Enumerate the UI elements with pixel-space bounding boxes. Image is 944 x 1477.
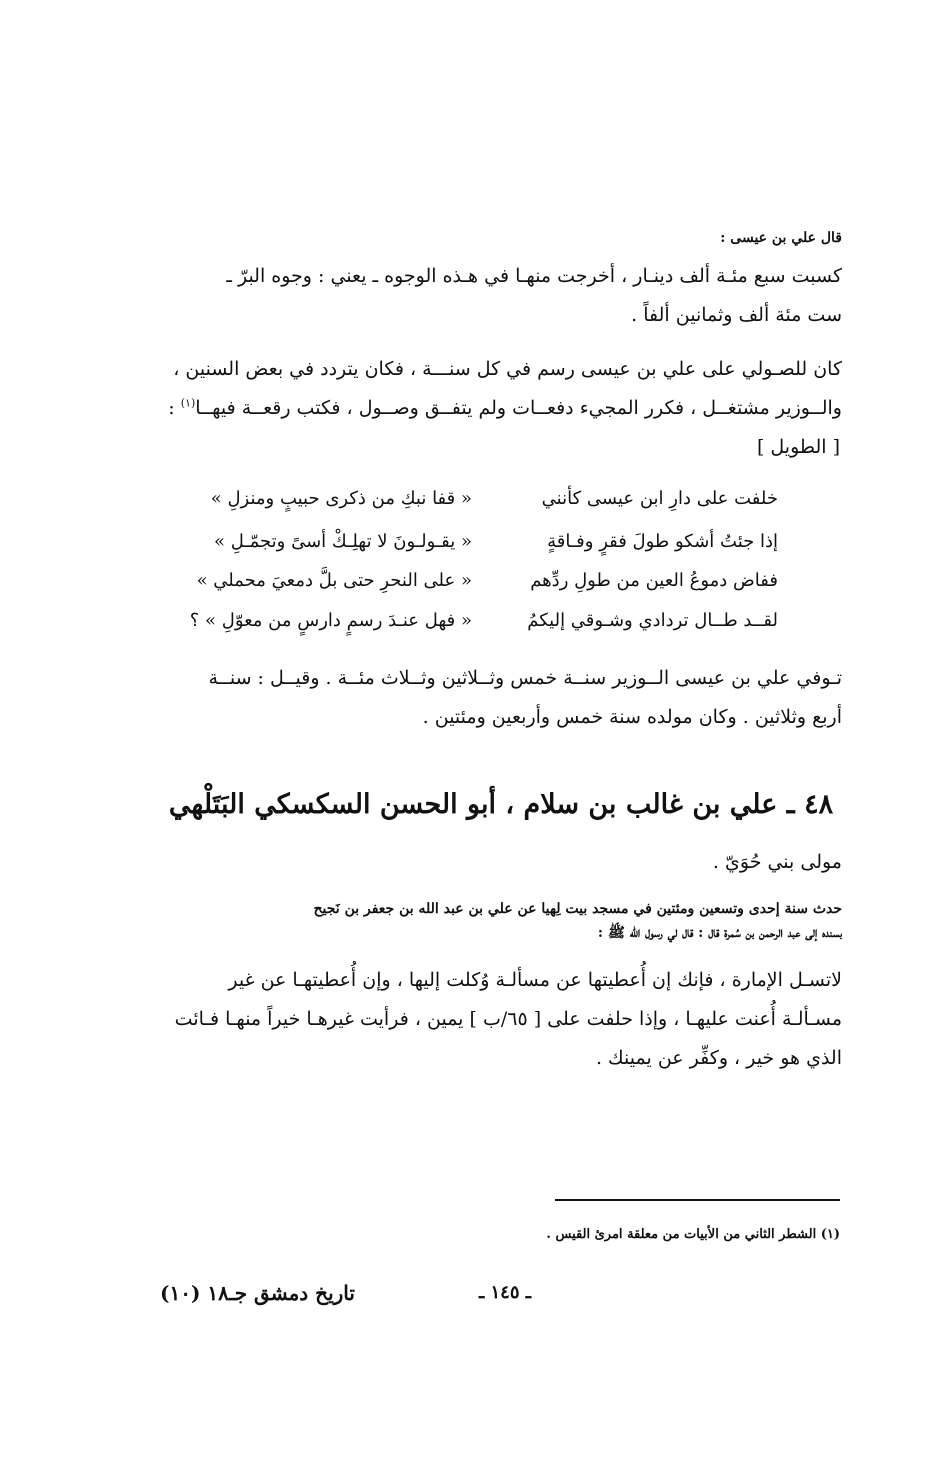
client-text: مولى بني حُوَيّ . [712, 851, 842, 873]
verse-second-hemistich: « قفا نبكِ من ذكرى حبيبٍ ومنزلِ » [210, 488, 472, 509]
story-line: كان للصـولي على علي بن عيسى رسم في كل سنـــة ، فكان يتردد في بعض السنين ، [173, 358, 842, 380]
death-paragraph [160, 659, 842, 737]
running-footer-title: تاريخ دمشق جـ١٨ (١٠) [160, 1281, 355, 1305]
isnad-line: حدث سنة إحدى وتسعين ومئتين في مسجد بيت لِهيا عن علي بن عبد الله بن جعفر بن نَجيح [313, 901, 842, 917]
footnote: (١) الشطر الثاني من الأبيات من معلقة امرئ القيس . [546, 1227, 840, 1242]
verse-second-hemistich: « يقـولـونَ لا تهلِـكْ أسىً وتجمّـلِ » [213, 531, 472, 552]
entry-client-line [160, 843, 842, 882]
hadith-line: مسـألـة أُعنت عليهـا ، وإذا حلفت على [ ٦٥/ب ] يمين ، فرأيت غيرهـا خيراً منهـا فـائت [174, 1008, 842, 1030]
attribution-text: قال علي بن عيسى : [720, 230, 842, 246]
footnote-marker: (١) [180, 396, 196, 410]
footnote-divider [555, 1199, 840, 1201]
story-paragraph [160, 350, 842, 428]
intro-quote [160, 257, 842, 335]
story-line-colon: : [168, 397, 181, 419]
intro-attribution [160, 226, 842, 250]
verse-first-hemistich: لقــد طــال تردادي وشـوقي إليكمُ [527, 610, 778, 631]
verse-first-hemistich: ففاض دموعُ العين من طولِ ردِّهم [530, 570, 778, 591]
hadith-line: الذي هو خير ، وكفِّر عن يمينك . [595, 1047, 842, 1069]
death-line: تـوفي علي بن عيسى الــوزير سنــة خمس وثــلاثين وثــلاث مئــة . وقيــل : سنــة [208, 667, 842, 689]
verse-second-hemistich: « فهل عنـدَ رسمٍ دارسٍ من معوّلِ » ؟ [189, 610, 472, 631]
poetic-meter-label: [ الطويل ] [756, 436, 840, 458]
isnad-line: بسنده إلى عبد الرحمن بن سُمرة قال : قال لي رسول الله ﷺ : [597, 925, 842, 941]
story-line-text: والــوزير مشتغــل ، فكرر المجيء دفعــات ولم يتفــق وصــول ، فكتب رقعــة فيهــا [195, 397, 842, 419]
isnad-paragraph [160, 897, 842, 945]
verse-first-hemistich: إذا جئتُ أشكو طولَ فقرٍ وفـاقةٍ [547, 531, 778, 552]
hadith-line: لاتسـل الإمارة ، فإنك إن أُعطيتها عن مسألـة وُكلت إليها ، وإن أُعطيتهـا عن غير [228, 969, 842, 991]
quote-line: ست مئة ألف وثمانين ألفاً . [631, 304, 842, 326]
story-line [160, 389, 842, 428]
verse-first-hemistich: خلفت على دارِ ابن عيسى كأنني [541, 488, 778, 509]
page-number: ـ ١٤٥ ـ [478, 1282, 532, 1303]
entry-heading: ٤٨ ـ علي بن غالب بن سلام ، أبو الحسن السكسكي البَتَلْهي [168, 789, 834, 820]
hadith-paragraph [160, 961, 842, 1078]
death-line: أربع وثلاثين . وكان مولده سنة خمس وأربعين ومئتين . [422, 706, 842, 728]
verse-second-hemistich: « على النحرِ حتى بلَّ دمعيَ محملي » [196, 570, 472, 591]
quote-line: كسبت سبع مئـة ألف دينـار ، أخرجت منهـا في هـذه الوجوه ـ يعني : وجوه البرّ ـ [226, 265, 842, 287]
